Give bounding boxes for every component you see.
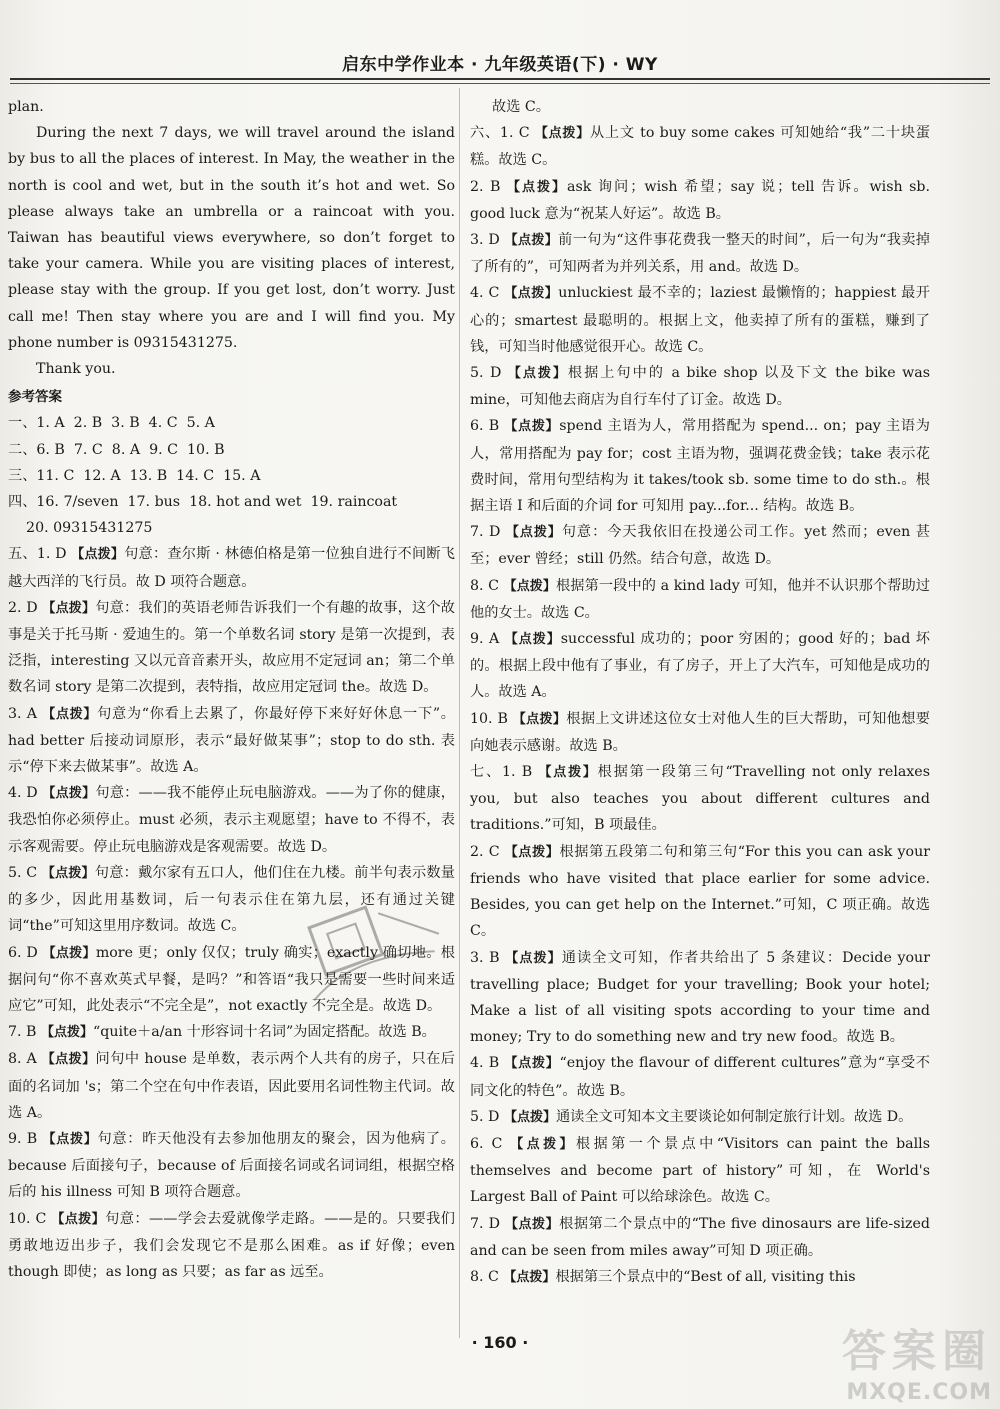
hint-tag: 【点拨】	[42, 600, 96, 616]
hint-tag: 【点拨】	[507, 179, 568, 195]
item-text: 句意：今天我依旧在投递公司工作。yet 然而；even 甚至；ever 曾经；still 仍然。结合句意，故选 D。	[470, 524, 930, 568]
right-item	[470, 1264, 930, 1291]
item-number: 7. B	[8, 1024, 41, 1041]
hint-tag: 【点拨】	[42, 786, 96, 802]
left-item	[8, 595, 455, 701]
hint-tag: 【点拨】	[42, 706, 98, 722]
right-explanations	[470, 94, 930, 1291]
right-item	[470, 626, 930, 706]
item-text: “enjoy the flavour of different cultures”意为“享受不同文化的特色”。故选 B。	[470, 1055, 930, 1099]
item-text: 通读全文可知，作者共给出了 5 条建议：Decide your travelling place; Budget for your travelling; Book your hotel; Make a list of all visiting spots according to your time and money; Try to do something new and try new food。故选 B。	[470, 949, 930, 1046]
right-item	[470, 1211, 930, 1264]
item-text: unluckiest 最不幸的；laziest 最懒惰的；happiest 最开心的；smartest 最聪明的。根据上文，他卖掉了所有的蛋糕，赚到了钱，可知当时他感觉很开心。故选 C。	[470, 285, 930, 355]
left-item	[8, 780, 455, 860]
hint-tag: 【点拨】	[504, 286, 559, 302]
item-text: “quite＋a/an 十形容词十名词”为固定搭配。故选 B。	[93, 1024, 436, 1041]
hint-tag: 【点拨】	[42, 945, 96, 961]
item-number: 6. B	[470, 418, 505, 435]
hint-tag: 【点拨】	[503, 1269, 556, 1285]
item-number: 9. B	[8, 1130, 43, 1147]
header-rule	[10, 78, 990, 84]
item-number: 4. B	[470, 1055, 505, 1072]
item-number: 3. D	[470, 232, 505, 249]
item-text: 句意为“你看上去累了，你最好停下来好好休息一下”。had better 后接动词原形，表示“最好做某事”；stop to do sth. 表示“停下来去做某事”。故选 A。	[8, 705, 455, 776]
right-column	[470, 94, 930, 1291]
page-header: 启东中学作业本 · 九年级英语(下) · WY	[342, 55, 658, 75]
right-item	[470, 227, 930, 280]
item-text: 问句中 house 是单数，表示两个人共有的房子，只在后面的名词加 's；第二个空在句中作表语，因此要用名词性物主代词。故选 A。	[8, 1051, 455, 1121]
right-item	[470, 1104, 930, 1131]
left-column	[8, 94, 455, 1285]
passage-paragraph: During the next 7 days, we will travel around the island by bus to all the places of interest. In May, the weather in the north is cool and wet, but in the south it’s hot and wet. So please always take an umbrella or a raincoat with you. Taiwan has beautiful views everywhere, so don’t forget to take your camera. While you are visiting places of interest, please stay with the group. If you get lost, don’t worry. Just call me! Then stay where you are and I will find you. My phone number is 09315431275.	[8, 125, 455, 351]
right-item	[470, 174, 930, 227]
item-number: 8. C	[470, 1268, 504, 1285]
hint-tag: 【点拨】	[503, 1109, 556, 1125]
item-text: 根据第一段第三句“Travelling not only relaxes you, but also teaches you about different cultures and traditions.”可知，B 项最佳。	[470, 764, 930, 834]
item-number: 3. A	[8, 705, 43, 722]
item-text: spend 主语为人，常用搭配为 spend... on；pay 主语为人，常用搭配为 pay for；cost 主语为物，强调花费金钱；take 表示花费时间，常用句型结构为 it takes/took sb. some time to do sth.。根据主语 I 和后面的介词 for 可知用 pay...for... 结构。故选 B。	[470, 418, 930, 515]
right-item	[470, 1131, 930, 1211]
item-number: 2. B	[470, 178, 507, 195]
page-number: · 160 ·	[471, 1333, 529, 1352]
item-number: 2. D	[8, 599, 43, 616]
item-text: 通读全文可知本文主要谈论如何制定旅行计划。故选 D。	[555, 1108, 913, 1125]
hint-tag: 【点拨】	[504, 1056, 560, 1072]
item-text: 从上文 to buy some cakes 可知她给“我”二十块蛋糕。故选 C。	[470, 125, 930, 169]
hint-tag: 【点拨】	[504, 844, 560, 860]
item-number: 4. D	[8, 785, 43, 802]
left-item	[8, 1126, 455, 1206]
left-item	[8, 1019, 455, 1046]
item-text: 根据上文讲述这位女士对他人生的巨大帮助，可知他想要向她表示感谢。故选 B。	[470, 710, 930, 754]
left-item	[8, 701, 455, 781]
item-text: 句意：我们的英语老师告诉我们一个有趣的故事，这个故事是关于托马斯 · 爱迪生的。第一个单数名词 story 是第一次提到，表泛指，interesting 又以元音音素开头，故应用不定冠词 an；第二个单数名词 story 是第二次提到，表特指，故应用定冠词 the。故选 D。	[8, 599, 455, 696]
hint-tag: 【点拨】	[42, 1131, 98, 1147]
right-item	[470, 573, 930, 626]
right-item	[470, 94, 930, 120]
item-text: 故选 C。	[492, 99, 550, 115]
item-number: 7. D	[470, 1215, 505, 1232]
right-item	[470, 706, 930, 759]
hint-tag: 【点拨】	[512, 711, 567, 727]
item-number: 4. C	[470, 285, 505, 302]
hint-tag: 【点拨】	[41, 865, 95, 881]
item-text: successful 成功的；poor 穷困的；good 好的；bad 坏的。根据上段中他有了事业，有了房子，开上了大汽车，可知他是成功的人。故选 A。	[470, 631, 930, 701]
answer-line-3: 三、11. C 12. A 13. B 14. C 15. A	[8, 467, 261, 484]
answer-line-1: 一、1. A 2. B 3. B 4. C 5. A	[8, 415, 215, 432]
right-item	[470, 1050, 930, 1103]
item-number: 10. B	[470, 710, 513, 727]
item-number: 6. C	[470, 1135, 511, 1152]
right-item	[470, 759, 930, 839]
item-text: 根据第一个景点中“Visitors can paint the balls themselves and become part of history”可知，在 World's Largest Ball of Paint 可以给球涂色。故选 C。	[470, 1135, 930, 1206]
item-number: 六、1. C	[470, 125, 535, 142]
hint-tag: 【点拨】	[51, 1211, 106, 1227]
item-text: 根据第三个景点中的“Best of all, visiting this	[555, 1268, 856, 1285]
answer-section-title: 参考答案	[8, 389, 62, 406]
left-item	[8, 1206, 455, 1286]
item-text: 根据第二个景点中的“The five dinosaurs are life-sized and can be seen from miles away”可知 D 项正确。	[470, 1215, 931, 1259]
item-number: 七、1. B	[470, 764, 539, 781]
column-divider	[459, 88, 460, 1338]
item-number: 8. A	[8, 1051, 42, 1068]
item-number: 5. D	[470, 1108, 504, 1125]
item-text: 句意：查尔斯 · 林德伯格是第一位独自进行不间断飞越大西洋的飞行员。故 D 项符合题意。	[8, 546, 455, 590]
item-text: 句意：昨天他没有去参加他朋友的聚会，因为他病了。because 后面接句子，because of 后面接名词或名词词组，根据空格后的 his illness 可知 B 项符合题意。	[8, 1130, 455, 1201]
hint-tag: 【点拨】	[503, 578, 557, 594]
item-text: more 更；only 仅仅；truly 确实；exactly 确切地。根据问句“你不喜欢英式早餐，是吗？”和答语“我只是需要一些时间来适应它”可知，此处表示“不完全是”，not exactly 不完全是。故选 D。	[8, 944, 455, 1014]
hint-tag: 【点拨】	[505, 525, 562, 541]
hint-tag: 【点拨】	[504, 419, 560, 435]
hint-tag: 【点拨】	[534, 126, 590, 142]
right-item	[470, 519, 930, 572]
hint-tag: 【点拨】	[504, 632, 561, 648]
passage-closing: Thank you.	[36, 361, 116, 378]
item-number: 3. B	[470, 949, 506, 966]
answer-line-5: 20. 09315431275	[8, 520, 153, 537]
hint-tag: 【点拨】	[505, 950, 562, 966]
hint-tag: 【点拨】	[538, 765, 598, 781]
left-item	[8, 541, 455, 594]
item-number: 10. C	[8, 1210, 52, 1227]
item-number: 9. A	[470, 631, 505, 648]
item-number: 5. D	[470, 365, 508, 382]
item-number: 7. D	[470, 524, 506, 541]
left-item	[8, 1046, 455, 1126]
hint-tag: 【点拨】	[71, 547, 125, 563]
passage-line-plan: plan.	[8, 99, 44, 115]
right-item	[470, 120, 930, 173]
right-item	[470, 945, 930, 1051]
hint-tag: 【点拨】	[504, 233, 559, 249]
hint-tag: 【点拨】	[41, 1052, 96, 1068]
right-item	[470, 280, 930, 360]
item-text: 前一句为“这件事花费我一整天的时间”，后一句为“我卖掉了所有的”，可知两者为并列关系，用 and。故选 D。	[470, 232, 930, 276]
item-number: 5. C	[8, 864, 42, 881]
item-text: 句意：——我不能停止玩电脑游戏。——为了你的健康，我恐怕你必须停止。must 必须，表示主观愿望；have to 不得不，表示客观需要。停止玩电脑游戏是客观需要。故选 D。	[8, 785, 455, 855]
hint-tag: 【点拨】	[40, 1025, 93, 1041]
item-number: 五、1. D	[8, 546, 72, 563]
item-text: 根据第一段中的 a kind lady 可知，他并不认识那个帮助过他的女士。故选 C。	[470, 577, 930, 621]
item-text: ask 询问；wish 希望；say 说；tell 告诉。wish sb. good luck 意为“祝某人好运”。故选 B。	[470, 178, 930, 222]
hint-tag: 【点拨】	[507, 366, 568, 382]
right-item	[470, 360, 930, 413]
item-text: 根据第五段第二句和第三句“For this you can ask your friends who have visited that place earlier for some advice. Besides, you can get help on the Internet.”可知，C 项正确。故选 C。	[470, 843, 930, 940]
hint-tag: 【点拨】	[505, 1216, 560, 1232]
item-text: 根据上句中的 a bike shop 以及下文 the bike was mine，可知他去商店为自行车付了订金。故选 D。	[470, 365, 930, 409]
item-text: 句意：戴尔家有五口人，他们住在九楼。前半句表示数量的多少，因此用基数词，后一句表示住在第九层，还有通过关键词“the”可知这里用序数词。故选 C。	[8, 864, 455, 935]
answer-line-4: 四、16. 7/seven 17. bus 18. hot and wet 19. raincoat	[8, 494, 398, 511]
watermark	[752, 1323, 992, 1407]
answer-line-2: 二、6. B 7. C 8. A 9. C 10. B	[8, 441, 225, 458]
right-item	[470, 839, 930, 945]
item-number: 8. C	[470, 577, 504, 594]
item-number: 2. C	[470, 843, 505, 860]
hint-tag: 【点拨】	[510, 1136, 576, 1152]
right-item	[470, 413, 930, 519]
item-text: 句意：——学会去爱就像学走路。——是的。只要我们勇敢地迈出步子，我们会发现它不是那么困难。as if 好像；even though 即使；as long as 只要；as far as 远至。	[8, 1210, 455, 1280]
watermark-url: MXQE.COM	[846, 1380, 992, 1405]
watermark-logo: 答案圈	[842, 1326, 992, 1377]
item-number: 6. D	[8, 944, 43, 961]
